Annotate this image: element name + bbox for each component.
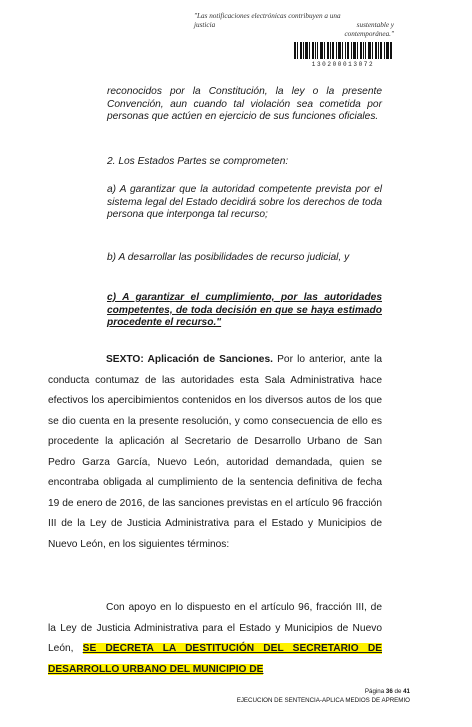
apoyo-paragraph (48, 598, 382, 680)
apoyo-text: Con apoyo en lo dispuesto en el artículo 96, fracción III, de la Ley de Justicia Administrativa para el Estado y Municipios de Nuevo León, (48, 602, 382, 654)
header-quote-line1: "Las notificaciones electrónicas contribuyen a una (194, 12, 341, 20)
quote-paragraph-1: reconocidos por la Constitución, la ley o la presente Convención, aun cuando tal violación sea cometida por personas que actúen en ejercicio de sus funciones oficiales. (107, 86, 382, 123)
barcode-number: 130200013072 (311, 61, 375, 68)
header-quote-line3: sustentable y (356, 21, 394, 29)
document-title: EJECUCION DE SENTENCIA-APLICA MEDIOS DE APREMIO (236, 697, 410, 704)
sexto-heading: SEXTO: Aplicación de Sanciones. (106, 354, 273, 365)
quote-paragraph-5: c) A garantizar el cumplimiento, por las autoridades competentes, de toda decisión en que se haya estimado procedente el recurso." (107, 292, 382, 329)
header-quote-line2: justicia (194, 21, 216, 29)
page-number: Página 36 de 41 (364, 688, 410, 695)
quote-paragraph-4: b) A desarrollar las posibilidades de recurso judicial, y (107, 252, 350, 263)
header-quote-line4: contemporánea." (344, 30, 394, 38)
header-quote (194, 12, 394, 39)
destitucion-highlight: SE DECRETA LA DESTITUCIÓN DEL SECRETARIO DE DESARROLLO URBANO DEL MUNICIPIO DE (48, 643, 382, 675)
quote-paragraph-3: a) A garantizar que la autoridad competente prevista por el sistema legal del Estado decidirá sobre los derechos de toda persona que interponga tal recurso; (107, 184, 382, 221)
sexto-text: Por lo anterior, ante la conducta contumaz de las autoridades esta Sala Administrativa hace efectivos los apercibimientos contenidos en los diversos autos de los que se dio cuenta en la presente resolución, y como consecuencia de ello es procedente la aplicación al Secretario de Desarrollo Urbano de San Pedro Garza García, Nuevo León, autoridad demandada, quien se encontraba obligada al cumplimiento de la sentencia definitiva de fecha 19 de enero de 2016, de las sanciones previstas en el artículo 96 fracción III de la Ley de Justicia Administrativa para el Estado y Municipios de Nuevo León, en los siguientes términos: (48, 354, 382, 550)
quote-paragraph-2: 2. Los Estados Partes se comprometen: (107, 156, 289, 167)
sexto-paragraph (48, 350, 382, 555)
barcode-image (294, 42, 392, 59)
